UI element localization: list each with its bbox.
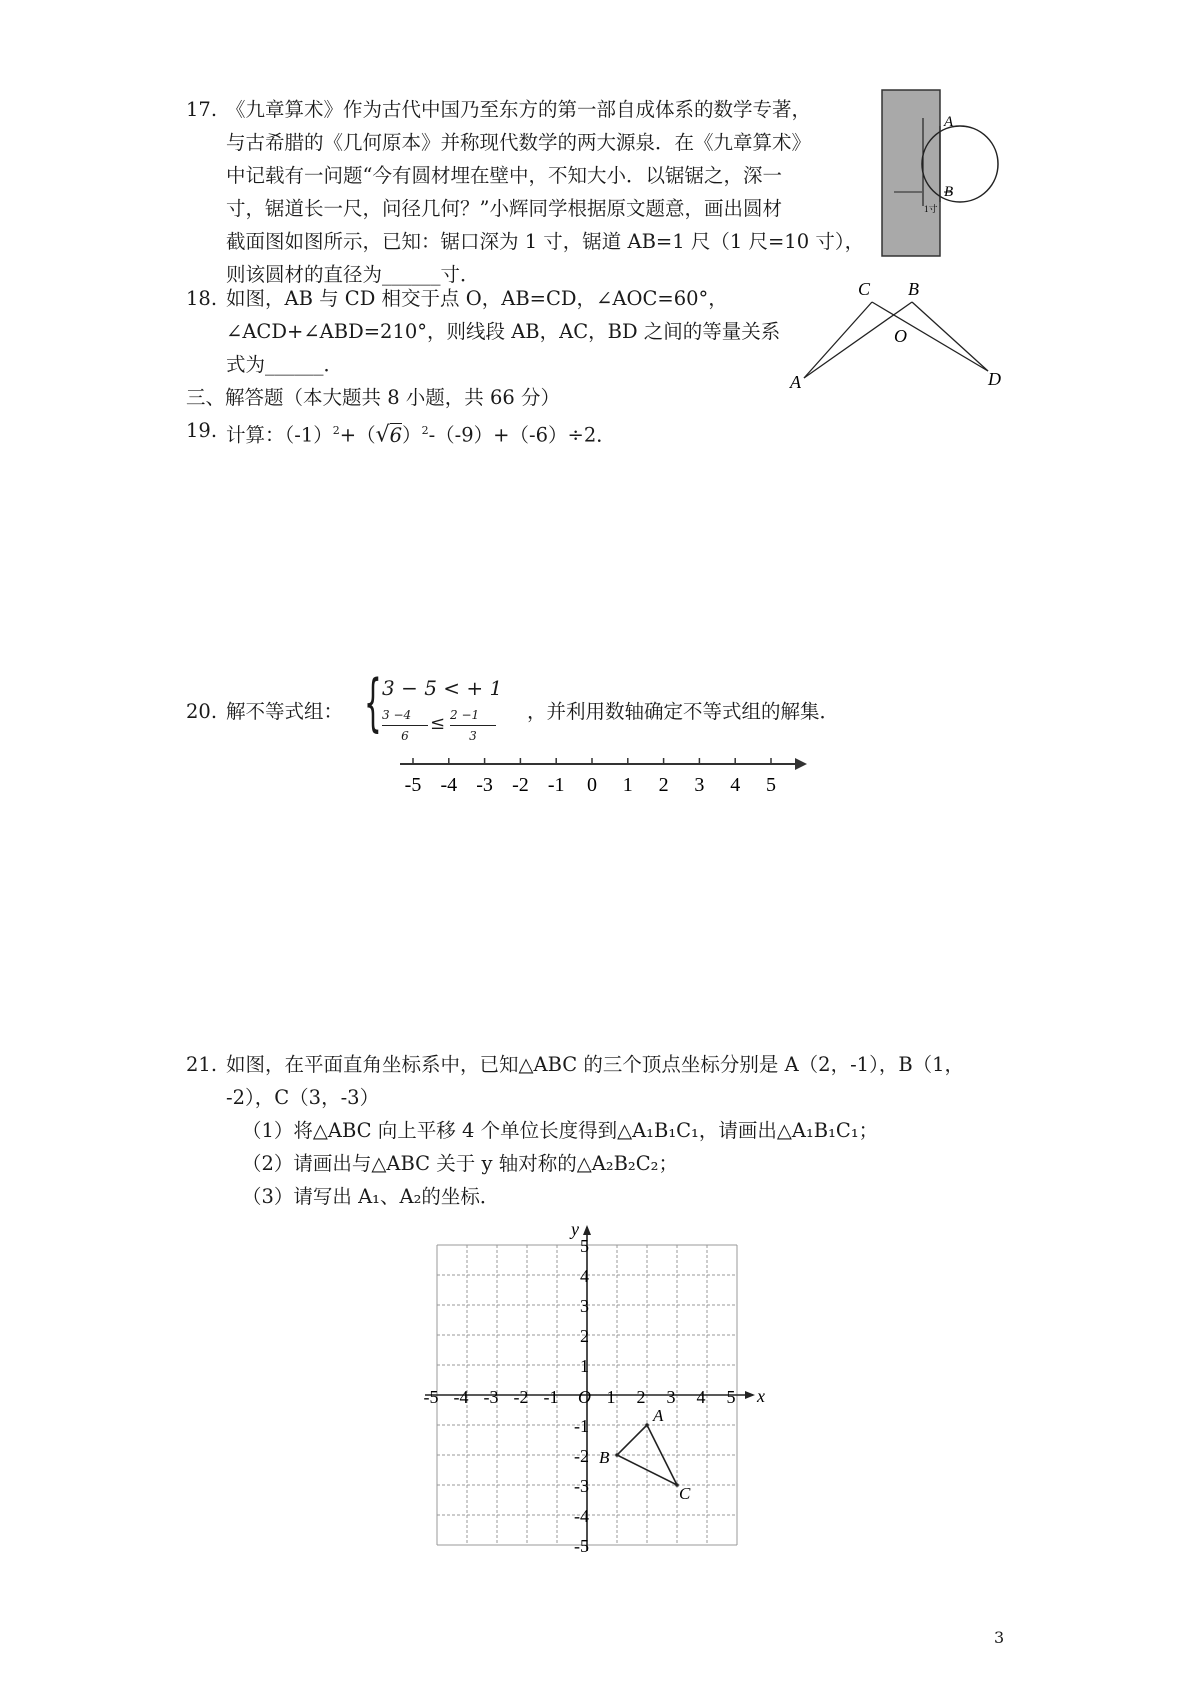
q21-part-1: （1）将△ABC 向上平移 4 个单位长度得到△A₁B₁C₁，请画出△A₁B₁C₁； <box>242 1119 879 1142</box>
vertex-point <box>645 1423 649 1427</box>
number-line <box>395 755 815 803</box>
system-brace: { <box>364 666 382 739</box>
q21-part-3: （3）请写出 A₁、A₂的坐标． <box>242 1185 500 1208</box>
x-tick-label: -5 <box>423 1387 439 1407</box>
vertex-label: B <box>599 1448 610 1467</box>
number-line-label: -1 <box>547 774 565 796</box>
q18-line-2: ∠ACD+∠ABD=210°，则线段 AB，AC，BD 之间的等量关系 <box>226 320 781 343</box>
q18-label-d: D <box>988 369 1001 389</box>
number-line-label: 0 <box>587 774 597 796</box>
vertex-point <box>615 1453 619 1457</box>
y-tick-label: -5 <box>574 1536 589 1556</box>
y-tick-label: -1 <box>574 1416 589 1436</box>
y-tick-label: -2 <box>574 1446 589 1466</box>
q17-number: 17. <box>186 98 218 121</box>
x-tick-label: -3 <box>483 1387 499 1407</box>
vertex-label: A <box>653 1406 664 1425</box>
number-line-label: -4 <box>440 774 458 796</box>
q17-line-1: 《九章算术》作为古代中国乃至东方的第一部自成体系的数学专著， <box>226 98 812 121</box>
q19-exp1: 2 <box>332 424 340 437</box>
x-tick-label: 4 <box>696 1387 706 1407</box>
q20-frac-bar-right <box>450 725 496 726</box>
segment-bd <box>912 302 988 371</box>
x-axis-arrow <box>745 1391 755 1399</box>
x-tick-label: -2 <box>513 1387 529 1407</box>
q18-figure <box>790 275 1010 400</box>
x-tick-label: -1 <box>543 1387 559 1407</box>
q17-line-4: 寸，锯道长一尺，问径几何？”小辉同学根据原文题意，画出圆材 <box>226 197 782 220</box>
origin-label: O <box>578 1387 591 1407</box>
sqrt-sign: √ <box>375 422 390 448</box>
q20-ineq2-left-den: 6 <box>401 729 409 743</box>
segment-cd <box>872 302 988 371</box>
number-line-label: 5 <box>766 774 776 796</box>
q19-number: 19. <box>186 419 218 442</box>
number-line-label: -3 <box>476 774 493 796</box>
q18-number: 18. <box>186 287 218 310</box>
x-tick-label: 5 <box>726 1387 736 1407</box>
q18-label-c: C <box>858 279 871 299</box>
q19-suffix: -（-9）+（-6）÷2． <box>428 423 616 447</box>
number-line-label: 4 <box>730 774 741 796</box>
q19-prefix: 计算：（-1） <box>226 423 333 447</box>
y-axis-arrow <box>583 1225 591 1235</box>
q17-line-6: 则该圆材的直径为______寸． <box>226 263 480 286</box>
q21-part-2: （2）请画出与△ABC 关于 y 轴对称的△A₂B₂C₂； <box>242 1152 678 1175</box>
x-tick-label: 1 <box>606 1387 616 1407</box>
q20-prefix: 解不等式组： <box>226 700 344 723</box>
q19-mid1: +（ <box>339 423 376 447</box>
x-tick-label: 3 <box>666 1387 676 1407</box>
number-line-label: -2 <box>512 774 529 796</box>
segment-ac <box>804 302 872 378</box>
q21-line-2: -2），C（3，-3） <box>226 1086 380 1109</box>
q20-ineq2-right-den: 3 <box>469 729 477 743</box>
section-3-heading: 三、解答题（本大题共 8 小题，共 66 分） <box>186 386 561 409</box>
q21-number: 21. <box>186 1053 218 1076</box>
q18-line-1: 如图，AB 与 CD 相交于点 O，AB=CD，∠AOC=60°， <box>226 287 728 310</box>
q17-label-b: B <box>944 184 954 200</box>
vertex-label: C <box>679 1484 691 1503</box>
y-tick-label: 2 <box>580 1326 589 1346</box>
y-tick-label: 3 <box>580 1296 589 1316</box>
q20-ineq2-sign: ≤ <box>430 713 446 734</box>
q17-line-3: 中记载有一问题“今有圆材埋在壁中，不知大小．以锯锯之，深一 <box>226 164 782 187</box>
number-line-label: 1 <box>622 774 633 796</box>
x-axis-label: x <box>757 1386 765 1406</box>
y-tick-label: 5 <box>580 1236 589 1256</box>
q20-ineq1: 3 − 5 < + 1 <box>382 676 503 700</box>
q17-figure <box>880 88 1000 260</box>
q17-label-a: A <box>944 114 954 130</box>
q21-line-1: 如图，在平面直角坐标系中，已知△ABC 的三个顶点坐标分别是 A（2，-1），B（1， <box>226 1053 965 1076</box>
q20-number: 20. <box>186 700 218 723</box>
x-tick-label: 2 <box>636 1387 646 1407</box>
q18-label-a: A <box>790 372 801 392</box>
y-tick-label: 1 <box>580 1356 589 1376</box>
q20-ineq2-left-num: 3 −4 <box>382 708 412 722</box>
q17-line-2: 与古希腊的《几何原本》并称现代数学的两大源泉．在《九章算术》 <box>226 131 812 154</box>
q20-ineq2-right-num: 2 −1 <box>450 708 480 722</box>
y-axis-label: y <box>571 1219 579 1239</box>
q19-mid2: ） <box>402 423 422 447</box>
q18-label-b: B <box>908 279 919 299</box>
y-tick-label: -3 <box>574 1476 589 1496</box>
number-line-label: 2 <box>658 774 669 796</box>
coordinate-grid <box>423 1200 780 1556</box>
q17-label-depth: 1寸 <box>924 204 938 214</box>
q19-expression <box>226 419 616 448</box>
x-tick-label: -4 <box>453 1387 469 1407</box>
number-line-label: -5 <box>404 774 422 796</box>
q17-line-5: 截面图如图所示，已知：锯口深为 1 寸，锯道 AB=1 尺（1 尺=10 寸）， <box>226 230 865 253</box>
q19-sqrt-arg: 6 <box>389 423 403 447</box>
q20-frac-bar-left <box>382 725 428 726</box>
y-tick-label: 4 <box>580 1266 589 1286</box>
q18-label-o: O <box>894 326 907 346</box>
number-line-arrow <box>795 758 807 770</box>
number-line-label: 3 <box>694 774 705 796</box>
q19-exp2: 2 <box>421 424 429 437</box>
page-number: 3 <box>994 1628 1005 1647</box>
q18-line-3: 式为______． <box>226 353 344 376</box>
q20-suffix: ，并利用数轴确定不等式组的解集． <box>527 700 840 723</box>
y-tick-label: -4 <box>574 1506 589 1526</box>
wall-rect <box>882 90 940 256</box>
